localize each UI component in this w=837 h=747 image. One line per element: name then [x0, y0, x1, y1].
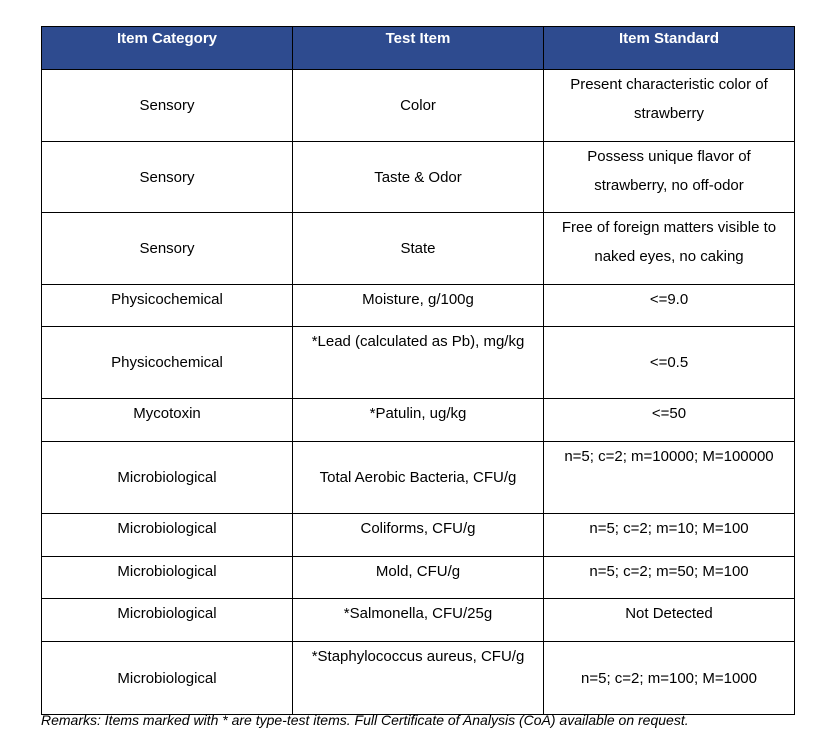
category-cell: Sensory	[42, 70, 293, 142]
table-row	[42, 442, 795, 514]
standard-cell: <=0.5	[544, 327, 795, 399]
standard-cell: n=5; c=2; m=100; M=1000	[544, 642, 795, 715]
table-row	[42, 514, 795, 557]
category-cell: Sensory	[42, 142, 293, 213]
category-cell: Sensory	[42, 213, 293, 285]
table-row	[42, 285, 795, 327]
header-test-item: Test Item	[293, 27, 544, 70]
remarks-note: Remarks: Items marked with * are type-test items. Full Certificate of Analysis (CoA) available on request.	[41, 712, 689, 728]
category-cell: Microbiological	[42, 514, 293, 557]
table-row	[42, 557, 795, 599]
test-item-cell: Coliforms, CFU/g	[293, 514, 544, 557]
category-cell: Mycotoxin	[42, 399, 293, 442]
standard-cell: <=9.0	[544, 285, 795, 327]
test-item-cell: *Staphylococcus aureus, CFU/g	[293, 642, 544, 715]
spec-table	[41, 26, 795, 715]
standard-cell: n=5; c=2; m=50; M=100	[544, 557, 795, 599]
table-row	[42, 399, 795, 442]
table-row	[42, 642, 795, 715]
category-cell: Microbiological	[42, 642, 293, 715]
category-cell: Microbiological	[42, 557, 293, 599]
table-row	[42, 327, 795, 399]
category-cell: Physicochemical	[42, 285, 293, 327]
standard-cell: Not Detected	[544, 599, 795, 642]
standard-cell: Possess unique flavor of strawberry, no off-odor	[544, 142, 795, 213]
test-item-cell: Moisture, g/100g	[293, 285, 544, 327]
table-row	[42, 70, 795, 142]
test-item-cell: Taste & Odor	[293, 142, 544, 213]
standard-cell: n=5; c=2; m=10; M=100	[544, 514, 795, 557]
table-row	[42, 142, 795, 213]
table-row	[42, 599, 795, 642]
table-header-row	[42, 27, 795, 70]
test-item-cell: State	[293, 213, 544, 285]
standard-cell: Present characteristic color of strawberry	[544, 70, 795, 142]
standard-cell: Free of foreign matters visible to naked eyes, no caking	[544, 213, 795, 285]
standard-cell: n=5; c=2; m=10000; M=100000	[544, 442, 795, 514]
header-item-category: Item Category	[42, 27, 293, 70]
test-item-cell: *Salmonella, CFU/25g	[293, 599, 544, 642]
test-item-cell: Mold, CFU/g	[293, 557, 544, 599]
test-item-cell: Total Aerobic Bacteria, CFU/g	[293, 442, 544, 514]
test-item-cell: *Lead (calculated as Pb), mg/kg	[293, 327, 544, 399]
table-row	[42, 213, 795, 285]
test-item-cell: *Patulin, ug/kg	[293, 399, 544, 442]
header-item-standard: Item Standard	[544, 27, 795, 70]
standard-cell: <=50	[544, 399, 795, 442]
category-cell: Microbiological	[42, 442, 293, 514]
category-cell: Physicochemical	[42, 327, 293, 399]
category-cell: Microbiological	[42, 599, 293, 642]
test-item-cell: Color	[293, 70, 544, 142]
